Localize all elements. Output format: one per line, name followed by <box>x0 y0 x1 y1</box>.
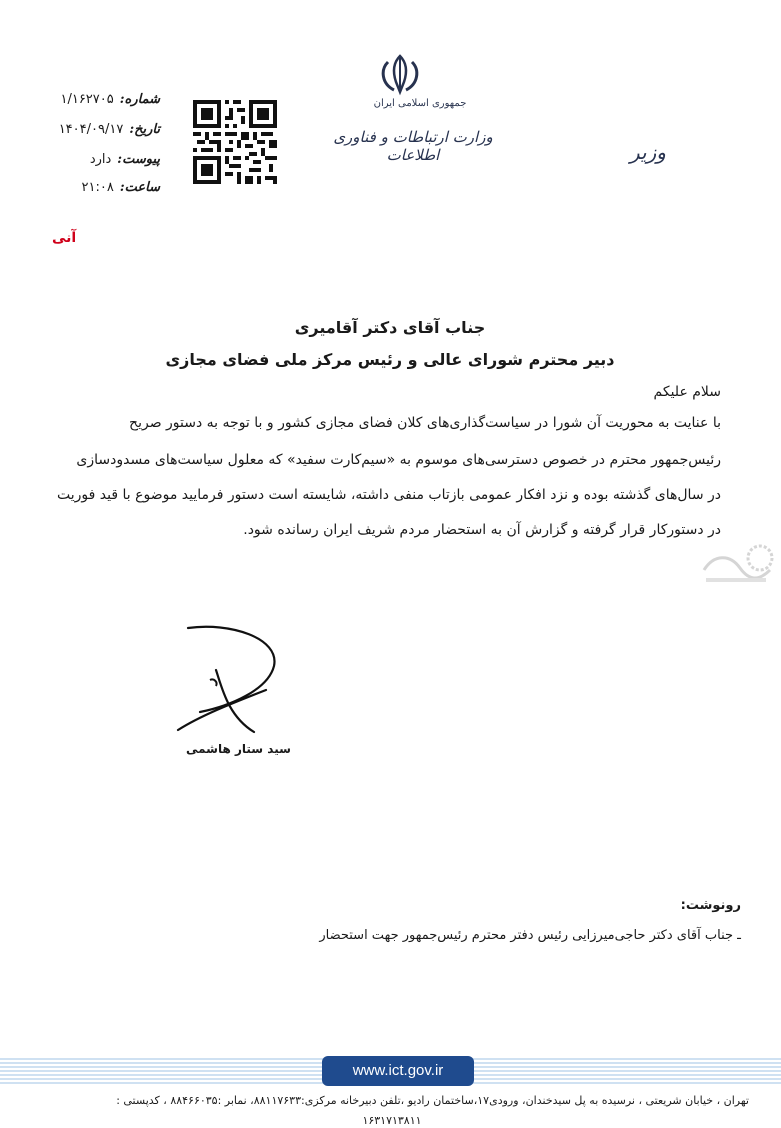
letter-time: ساعت:۲۱:۰۸ <box>81 180 160 195</box>
iran-emblem-icon <box>372 52 428 96</box>
ministry-name: وزارت ارتباطات و فناوری اطلاعات <box>333 128 493 164</box>
republic-label: جمهوری اسلامی ایران <box>373 98 467 109</box>
signer-name: سید ستار هاشمی <box>186 742 291 756</box>
greeting: سلام علیکم <box>653 384 721 400</box>
letter-number: شماره:۱/۱۶۲۷۰۵ <box>60 92 160 107</box>
addressee-name: جناب آقای دکتر آقامیری <box>294 318 486 337</box>
body-line: در دستورکار قرار گرفته و گزارش آن به استحضار مردم شریف ایران رسانده شود. <box>243 522 721 538</box>
letter-date: تاریخ:۱۴۰۴/۰۹/۱۷ <box>58 122 160 137</box>
qr-code-icon <box>193 100 277 184</box>
urgency-badge: آنی <box>52 230 77 246</box>
addressee-title: دبیر محترم شورای عالی و رئیس مرکز ملی فضای مجازی <box>165 350 615 369</box>
body-line: رئیس‌جمهور محترم در خصوص دسترسی‌های موسوم به «سیم‌کارت سفید» که معلول سیاست‌های مسدودسازی <box>76 452 721 468</box>
body-line: در سال‌های گذشته بوده و نزد افکار عمومی بازتاب منفی داشته، شایسته است دستور فرمایید موضوع با قید فوریت <box>57 487 721 503</box>
footer-address: تهران ، خیابان شریعتی ، نرسیده به پل سیدخندان، ورودی۱۷،ساختمان رادیو ،تلفن دبیرخانه مرکزی:۸۸۱۱۷۶۳۳، نمابر :۸۸۴۶۶۰۳۵ ، کدپستی : <box>116 1094 749 1107</box>
minister-title: وزیر <box>630 140 666 164</box>
cc-label: رونوشت: <box>680 898 741 913</box>
footer-postcode: ۱۶۳۱۷۱۳۸۱۱ <box>362 1114 422 1127</box>
letter-attachment: پیوست:دارد <box>89 152 160 167</box>
handwritten-signature-icon <box>170 620 300 750</box>
website-link[interactable]: www.ict.gov.ir <box>322 1056 474 1086</box>
watermark-logo-icon <box>700 540 776 590</box>
body-line: با عنایت به محوریت آن شورا در سیاست‌گذاری‌های کلان فضای مجازی کشور و با توجه به دستور صریح <box>129 415 721 431</box>
cc-item: ـ جناب آقای دکتر حاجی‌میرزایی رئیس دفتر محترم رئیس‌جمهور جهت استحضار <box>319 928 741 943</box>
